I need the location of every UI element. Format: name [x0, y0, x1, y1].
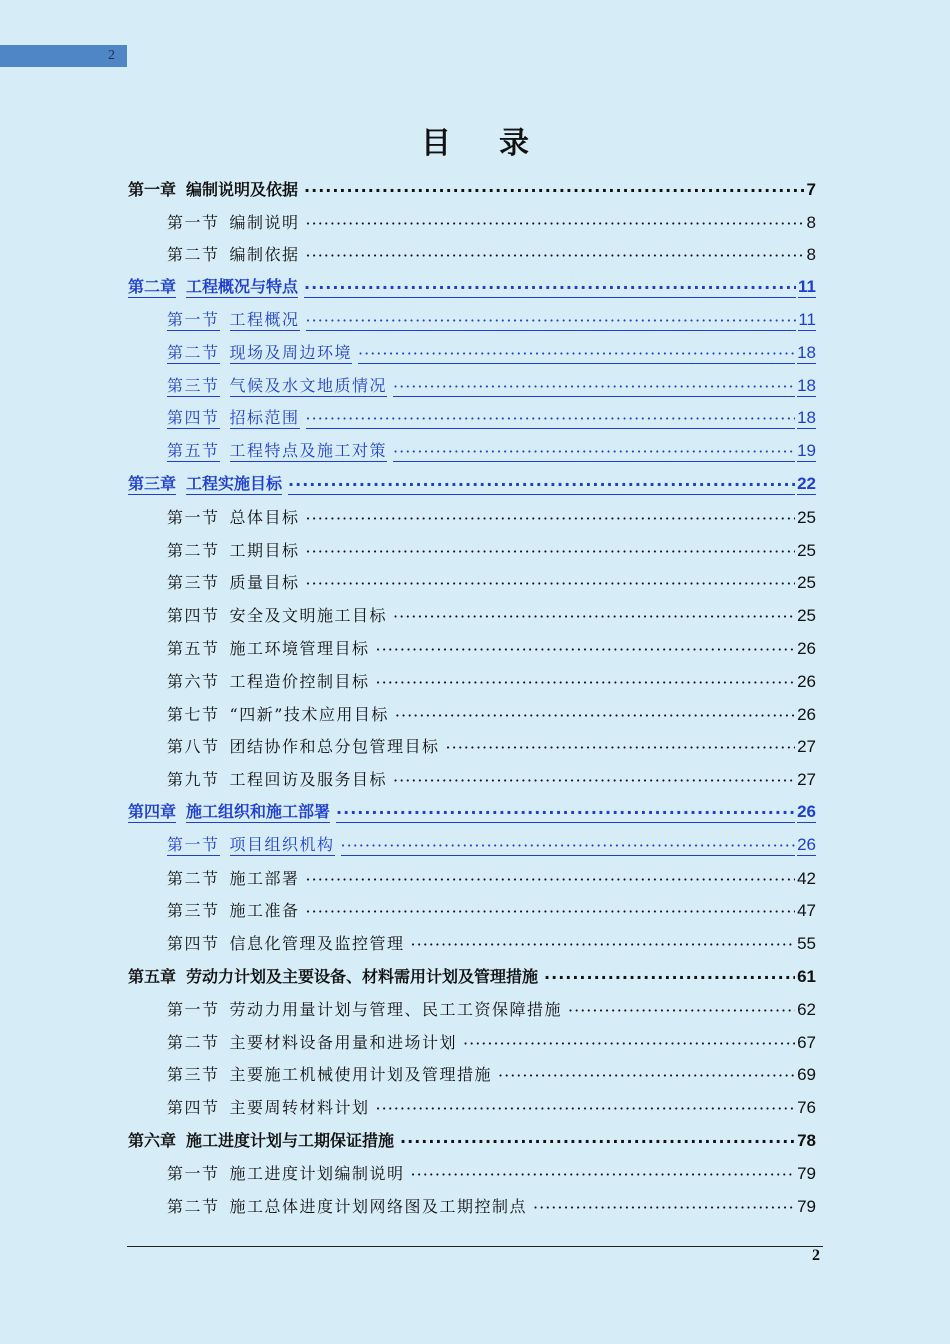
toc-section-entry [128, 991, 816, 1024]
toc-chapter-entry [128, 171, 816, 204]
toc-entry-title: 施工部署 [229, 868, 300, 888]
toc-entry-number: 第三节 [167, 1065, 220, 1085]
toc-section-entry [128, 1024, 816, 1057]
toc-entry-page: 25 [797, 606, 816, 626]
toc-section-entry [128, 532, 816, 565]
toc-dot-leader [568, 1001, 795, 1020]
toc-section-entry [128, 925, 816, 958]
toc-dot-leader [306, 214, 805, 233]
toc-entry-number: 第一节 [167, 212, 220, 232]
toc-entry-number: 第三章 [128, 471, 176, 495]
toc-entry-page: 26 [797, 834, 816, 854]
toc-dot-leader [376, 1099, 796, 1118]
toc-chapter-entry[interactable] [128, 466, 816, 499]
toc-section-entry [128, 1188, 816, 1221]
toc-dot-leader [446, 738, 796, 757]
toc-chapter-entry[interactable] [128, 794, 816, 827]
toc-section-entry [128, 696, 816, 729]
toc-dot-leader [306, 509, 796, 528]
toc-entry-number: 第四节 [167, 934, 220, 954]
toc-entry-title: 工程概况与特点 [186, 274, 298, 298]
toc-entry-number: 第二节 [167, 245, 220, 265]
toc-entry-page: 26 [797, 801, 816, 821]
toc-section-entry [128, 893, 816, 926]
toc-dot-leader [306, 246, 805, 265]
toc-entry-page: 61 [797, 966, 816, 986]
toc-section-entry [128, 663, 816, 696]
toc-entry-number: 第三节 [167, 573, 220, 593]
toc-entry-page: 27 [797, 737, 816, 757]
toc-dot-leader [306, 870, 796, 889]
toc-section-entry[interactable] [128, 302, 816, 335]
toc-entry-number: 第五节 [167, 438, 220, 462]
toc-entry-number: 第三节 [167, 373, 220, 397]
toc-entry-number: 第二节 [167, 1196, 220, 1216]
toc-entry-title: 工期目标 [229, 540, 300, 560]
toc-entry-number: 第二节 [167, 340, 220, 364]
toc-entry-page: 22 [797, 473, 816, 493]
toc-entry-page: 25 [797, 573, 816, 593]
toc-entry-page: 67 [797, 1032, 816, 1052]
toc-dot-leader [544, 968, 795, 987]
toc-dot-leader [395, 706, 795, 725]
toc-entry-title: 编制说明 [229, 212, 300, 232]
toc-entry-title: 质量目标 [229, 573, 300, 593]
toc-entry-number: 第二节 [167, 1032, 220, 1052]
toc-entry-number: 第九节 [167, 770, 220, 790]
toc-section-entry[interactable] [128, 433, 816, 466]
toc-entry-page: 7 [806, 179, 816, 199]
toc-dot-leader [304, 181, 805, 200]
toc-entry-number: 第二节 [167, 540, 220, 560]
toc-section-entry [128, 729, 816, 762]
toc-entry-title: 编制依据 [229, 245, 300, 265]
toc-section-entry [128, 1089, 816, 1122]
toc-entry-number: 第三节 [167, 901, 220, 921]
toc-section-entry[interactable] [128, 401, 816, 434]
toc-dot-leader [498, 1066, 795, 1085]
toc-dot-leader [400, 1132, 795, 1151]
toc-dot-leader [376, 673, 796, 692]
toc-dot-leader [306, 542, 796, 561]
toc-section-entry [128, 597, 816, 630]
toc-entry-number: 第六章 [128, 1130, 177, 1150]
toc-dot-leader [288, 475, 795, 495]
toc-section-entry [128, 565, 816, 598]
toc-entry-number: 第一节 [167, 1163, 220, 1183]
toc-entry-page: 69 [797, 1065, 816, 1085]
toc-section-entry[interactable] [128, 368, 816, 401]
toc-entry-page: 76 [797, 1098, 816, 1118]
toc-entry-title: 安全及文明施工目标 [229, 606, 388, 626]
toc-entry-page: 8 [806, 212, 816, 232]
toc-section-entry [128, 630, 816, 663]
toc-entry-title: 主要周转材料计划 [229, 1098, 370, 1118]
toc-dot-leader [533, 1198, 795, 1217]
toc-entry-page: 79 [797, 1196, 816, 1216]
toc-chapter-entry [128, 958, 816, 991]
toc-entry-number: 第一节 [167, 832, 220, 856]
toc-entry-number: 第四节 [167, 405, 220, 429]
toc-dot-leader [336, 803, 795, 823]
toc-dot-leader [306, 409, 796, 429]
toc-entry-page: 19 [797, 441, 816, 461]
toc-section-entry[interactable] [128, 335, 816, 368]
toc-entry-page: 47 [797, 901, 816, 921]
toc-entry-title: 施工总体进度计划网络图及工期控制点 [229, 1196, 528, 1216]
toc-entry-title: 编制说明及依据 [186, 179, 299, 199]
toc-entry-title: 工程特点及施工对策 [230, 438, 388, 462]
toc-entry-number: 第七节 [167, 704, 220, 724]
toc-entry-title: “四新”技术应用目标 [229, 704, 389, 724]
toc-entry-title: 气候及水文地质情况 [230, 373, 388, 397]
toc-entry-number: 第一节 [167, 307, 220, 331]
toc-entry-title: 项目组织机构 [230, 832, 335, 856]
toc-entry-page: 62 [797, 999, 816, 1019]
toc-dot-leader [393, 377, 795, 397]
toc-entry-page: 55 [797, 934, 816, 954]
toc-entry-title: 施工进度计划与工期保证措施 [186, 1130, 395, 1150]
toc-entry-title: 主要施工机械使用计划及管理措施 [229, 1065, 493, 1085]
toc-dot-leader [304, 278, 796, 298]
toc-dot-leader [393, 607, 795, 626]
toc-entry-page: 25 [797, 507, 816, 527]
toc-entry-page: 26 [797, 704, 816, 724]
toc-entry-title: 施工环境管理目标 [229, 638, 370, 658]
toc-entry-number: 第四章 [128, 799, 176, 823]
toc-entry-title: 现场及周边环境 [230, 340, 353, 364]
toc-title: 目录 [421, 126, 577, 161]
toc-entry-page: 11 [798, 277, 816, 297]
toc-entry-page: 79 [797, 1163, 816, 1183]
toc-entry-number: 第二章 [128, 274, 176, 298]
toc-entry-page: 42 [797, 868, 816, 888]
toc-section-entry [128, 761, 816, 794]
toc-dot-leader [341, 836, 796, 856]
toc-entry-page: 8 [806, 245, 816, 265]
toc-section-entry [128, 1057, 816, 1090]
toc-entry-number: 第八节 [167, 737, 220, 757]
toc-chapter-entry [128, 1122, 816, 1155]
toc-entry-number: 第四节 [167, 1098, 220, 1118]
toc-chapter-entry[interactable] [128, 269, 816, 302]
toc-entry-number: 第五节 [167, 638, 220, 658]
toc-dot-leader [358, 344, 795, 364]
toc-entry-title: 总体目标 [229, 507, 300, 527]
toc-entry-title: 施工进度计划编制说明 [229, 1163, 405, 1183]
toc-dot-leader [411, 1165, 796, 1184]
toc-entry-page: 18 [797, 342, 816, 362]
toc-dot-leader [376, 640, 796, 659]
toc-entry-title: 信息化管理及监控管理 [229, 934, 405, 954]
toc-section-entry [128, 237, 816, 270]
toc-entry-title: 团结协作和总分包管理目标 [229, 737, 440, 757]
toc-entry-title: 工程实施目标 [186, 471, 282, 495]
footer-page-number: 2 [812, 1247, 820, 1264]
toc-dot-leader [306, 574, 796, 593]
toc-entry-title: 施工组织和施工部署 [186, 799, 330, 823]
toc-entry-title: 主要材料设备用量和进场计划 [229, 1032, 458, 1052]
toc-section-entry [128, 1155, 816, 1188]
toc-entry-title: 施工准备 [229, 901, 300, 921]
toc-entry-number: 第一节 [167, 507, 220, 527]
toc-entry-page: 11 [798, 309, 816, 329]
toc-section-entry[interactable] [128, 827, 816, 860]
toc-entry-title: 劳动力用量计划与管理、民工工资保障措施 [229, 999, 563, 1019]
toc-section-entry [128, 499, 816, 532]
toc-dot-leader [411, 935, 796, 954]
toc-dot-leader [393, 442, 795, 462]
toc-entry-page: 78 [797, 1130, 816, 1150]
toc-entry-number: 第一章 [128, 179, 177, 199]
toc-entry-page: 27 [797, 770, 816, 790]
toc-entry-page: 18 [797, 375, 816, 395]
toc-entry-number: 第二节 [167, 868, 220, 888]
toc-entry-title: 劳动力计划及主要设备、材料需用计划及管理措施 [186, 966, 539, 986]
toc-dot-leader [306, 902, 796, 921]
page-number-tab: 2 [0, 45, 127, 67]
toc-entry-number: 第四节 [167, 606, 220, 626]
toc-entry-number: 第五章 [128, 966, 177, 986]
toc-entry-title: 工程造价控制目标 [229, 671, 370, 691]
toc-entry-title: 工程回访及服务目标 [229, 770, 388, 790]
toc-dot-leader [306, 311, 797, 331]
toc-entry-number: 第六节 [167, 671, 220, 691]
toc-entry-page: 26 [797, 671, 816, 691]
toc-section-entry [128, 860, 816, 893]
toc-dot-leader [393, 771, 795, 790]
toc-entry-title: 工程概况 [230, 307, 300, 331]
toc-dot-leader [463, 1034, 795, 1053]
toc-section-entry [128, 204, 816, 237]
toc-entry-page: 26 [797, 638, 816, 658]
toc-entry-title: 招标范围 [230, 405, 300, 429]
toc-entry-page: 25 [797, 540, 816, 560]
toc-entry-page: 18 [797, 408, 816, 428]
toc-entry-number: 第一节 [167, 999, 220, 1019]
table-of-contents [128, 171, 816, 1221]
footer-divider [127, 1246, 823, 1247]
